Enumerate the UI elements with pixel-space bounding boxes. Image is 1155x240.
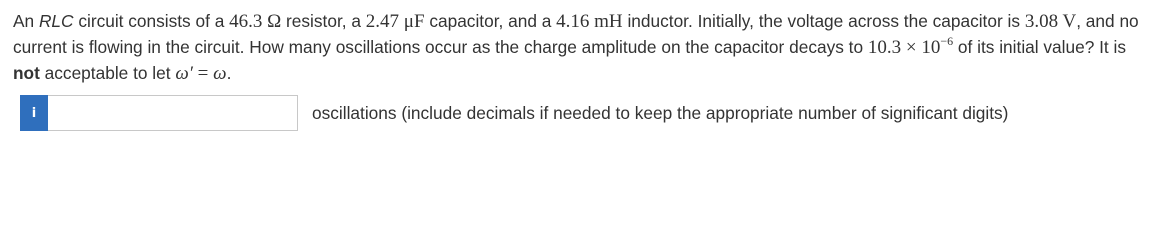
answer-row	[20, 95, 1008, 131]
question-text-part: inductor. Initially, the voltage across the capacitor is	[622, 11, 1025, 31]
omega-prime-symbol: ω′	[175, 63, 193, 84]
equals-sign: =	[192, 63, 214, 84]
capacitance-value: 2.47 μF	[365, 11, 425, 32]
rlc-label: RLC	[38, 11, 74, 31]
info-icon[interactable]: i	[20, 95, 48, 131]
question-text-part: of its initial value? It is	[953, 36, 1127, 57]
question-text-part: acceptable to let	[39, 63, 176, 83]
emphasis-not: not	[13, 63, 40, 83]
decay-fraction-exponent: −6	[940, 33, 954, 48]
voltage-value: 3.08 V	[1024, 11, 1077, 32]
answer-input[interactable]	[48, 95, 298, 131]
question-text-part: circuit consists of a	[73, 11, 230, 31]
question-text-part: capacitor, and a	[424, 11, 557, 31]
question-text	[13, 9, 1148, 87]
resistance-value: 46.3 Ω	[229, 11, 282, 32]
question-intro: An	[13, 11, 39, 31]
inductance-value: 4.16 mH	[556, 11, 623, 32]
omega-symbol: ω	[213, 63, 227, 84]
decay-fraction-mantissa: 10.3 × 10	[867, 36, 941, 58]
question-period: .	[226, 63, 232, 83]
question-text-part: , and no current is flowing in the circuit. How many oscillations occur as the charge amplitude on the capacitor decays to	[13, 11, 1139, 57]
units-label: oscillations (include decimals if needed to keep the appropriate number of significant digits)	[312, 102, 1009, 123]
question-text-part: resistor, a	[281, 11, 366, 31]
